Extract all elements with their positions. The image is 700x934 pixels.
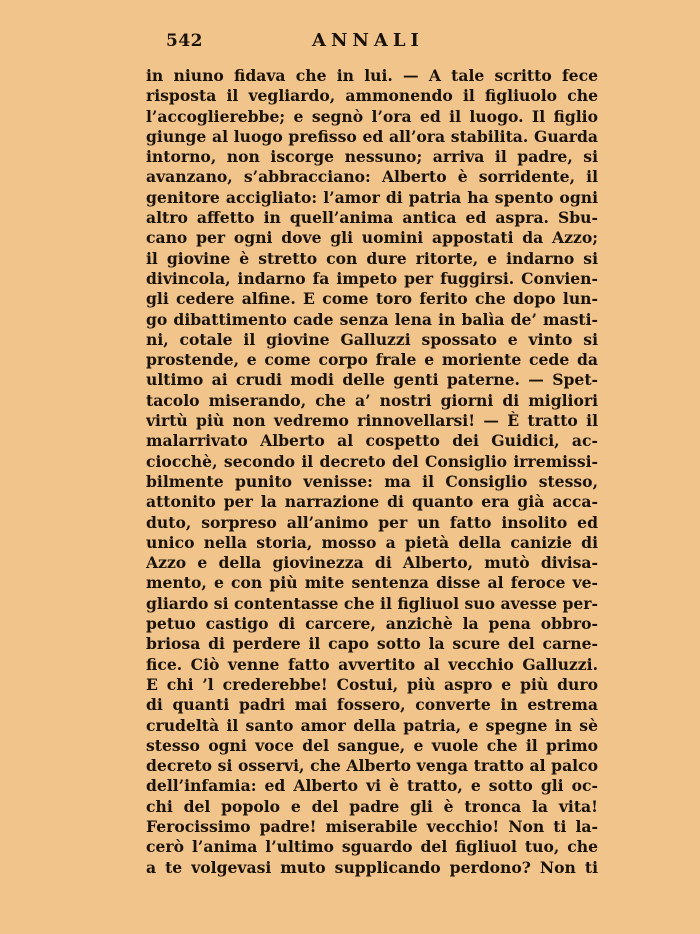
- text-line: Azzo e della giovinezza di Alberto, mutò divisa-: [146, 553, 598, 573]
- text-line: giunge al luogo prefisso ed all’ora stabilita. Guarda: [146, 126, 598, 146]
- text-line: gli cedere alfine. E come toro ferito che dopo lun-: [146, 289, 598, 309]
- text-line: petuo castigo di carcere, anzichè la pena obbro-: [146, 614, 598, 634]
- text-line: in niuno fidava che in lui. — A tale scritto fece: [146, 66, 598, 85]
- body-text: [146, 66, 598, 878]
- text-line: malarrivato Alberto al cospetto dei Guidici, ac-: [146, 431, 598, 451]
- text-line: gliardo si contentasse che il figliuol suo avesse per-: [146, 593, 598, 613]
- text-line: il giovine è stretto con dure ritorte, e indarno si: [146, 248, 598, 268]
- text-line: virtù più non vedremo rinnovellarsi! — È tratto il: [146, 411, 598, 431]
- text-line: decreto si osservi, che Alberto venga tratto al palco: [146, 756, 598, 776]
- text-line: attonito per la narrazione di quanto era già acca-: [146, 492, 598, 512]
- text-line: l’accoglierebbe; e segnò l’ora ed il luogo. Il figlio: [146, 106, 598, 126]
- text-line: divincola, indarno fa impeto per fuggirsi. Convien-: [146, 268, 598, 288]
- text-line: ultimo ai crudi modi delle genti paterne. — Spet-: [146, 370, 598, 390]
- text-line: E chi ’l crederebbe! Costui, più aspro e più duro: [146, 674, 598, 694]
- text-line: duto, sorpreso all’animo per un fatto insolito ed: [146, 512, 598, 532]
- text-line: di quanti padri mai fossero, converte in estrema: [146, 695, 598, 715]
- text-line: fice. Ciò venne fatto avvertito al vecchio Galluzzi.: [146, 654, 598, 674]
- text-line: altro affetto in quell’anima antica ed aspra. Sbu-: [146, 208, 598, 228]
- text-line: unico nella storia, mosso a pietà della canizie di: [146, 532, 598, 552]
- text-line: crudeltà il santo amor della patria, e spegne in sè: [146, 715, 598, 735]
- text-line: avanzano, s’abbracciano: Alberto è sorridente, il: [146, 167, 598, 187]
- text-line: ciocchè, secondo il decreto del Consiglio irremissi-: [146, 451, 598, 471]
- running-head: ANNALI: [312, 30, 424, 51]
- page-number: 542: [166, 31, 203, 51]
- text-line: intorno, non iscorge nessuno; arriva il padre, si: [146, 147, 598, 167]
- text-line: mento, e con più mite sentenza disse al feroce ve-: [146, 573, 598, 593]
- text-line: stesso ogni voce del sangue, e vuole che il primo: [146, 735, 598, 755]
- text-line: dell’infamia: ed Alberto vi è tratto, e sotto gli oc-: [146, 776, 598, 796]
- text-line: Ferocissimo padre! miserabile vecchio! Non ti la-: [146, 816, 598, 836]
- text-line: chi del popolo e del padre gli è tronca la vita!: [146, 796, 598, 816]
- text-line: bilmente punito venisse: ma il Consiglio stesso,: [146, 471, 598, 491]
- text-line: genitore accigliato: l’amor di patria ha spento ogni: [146, 187, 598, 207]
- text-line: cano per ogni dove gli uomini appostati da Azzo;: [146, 228, 598, 248]
- text-line: ni, cotale il giovine Galluzzi spossato e vinto si: [146, 329, 598, 349]
- text-line: cerò l’anima l’ultimo sguardo del figliuol tuo, che: [146, 837, 598, 857]
- text-line: prostende, e come corpo frale e moriente cede da: [146, 350, 598, 370]
- text-line: a te volgevasi muto supplicando perdono? Non ti: [146, 857, 598, 877]
- text-line: risposta il vegliardo, ammonendo il figliuolo che: [146, 86, 598, 106]
- text-line: tacolo miserando, che a’ nostri giorni di migliori: [146, 390, 598, 410]
- text-line: go dibattimento cade senza lena in balìa de’ masti-: [146, 309, 598, 329]
- text-line: briosa di perdere il capo sotto la scure del carne-: [146, 634, 598, 654]
